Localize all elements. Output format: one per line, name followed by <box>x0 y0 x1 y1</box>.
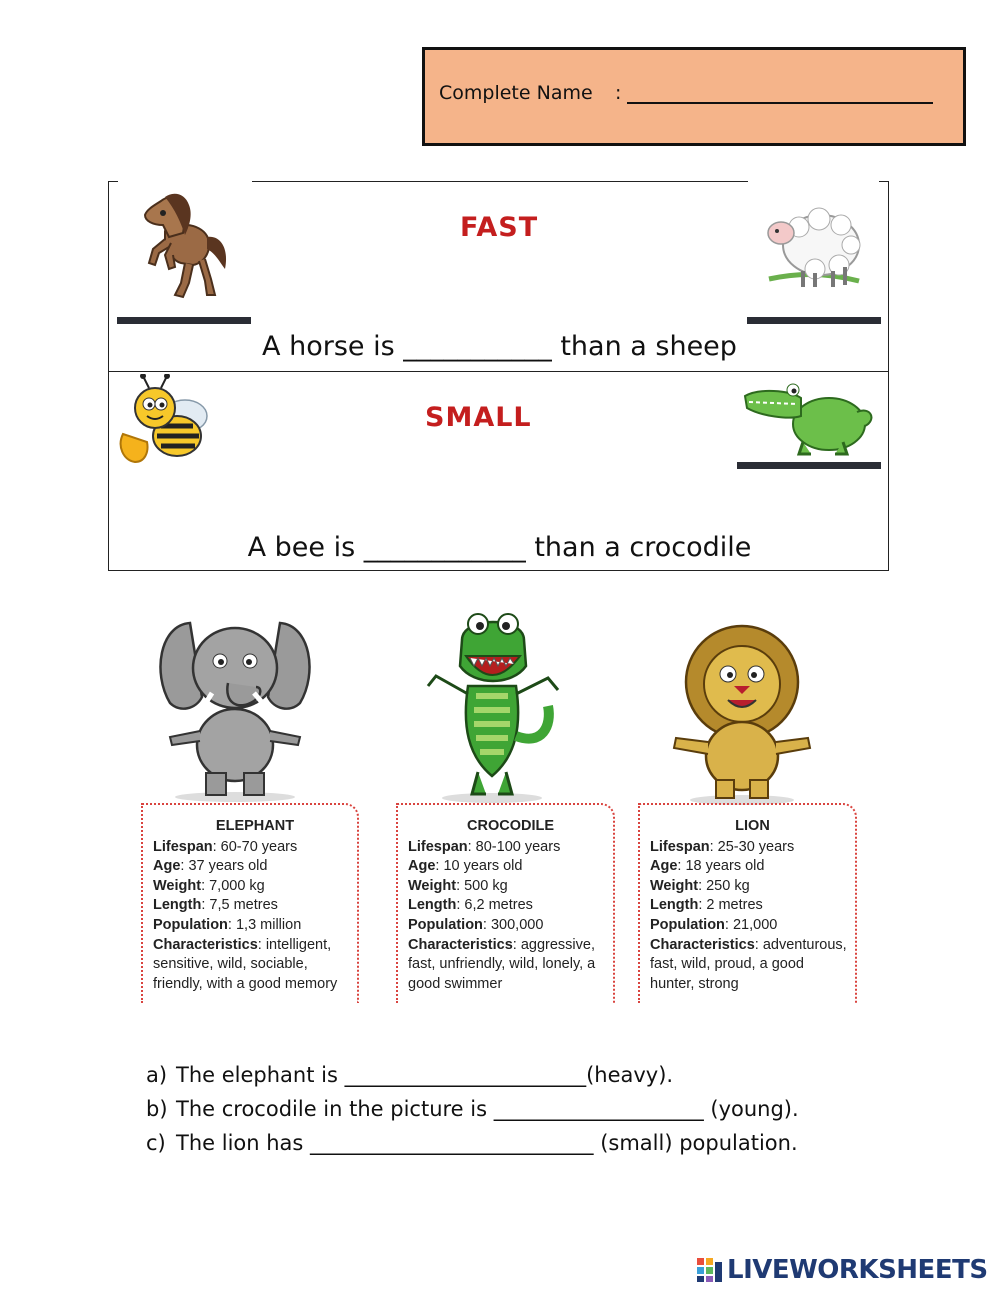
card-field-value: : 25-30 years <box>709 838 795 855</box>
card-field-value: : 7,5 metres <box>201 897 278 914</box>
adjective-small: SMALL <box>425 402 532 433</box>
card-title: CROCODILE <box>467 818 554 834</box>
card-field-value: : 6,2 metres <box>456 897 533 914</box>
card-field-label: Weight <box>650 877 699 894</box>
question-a <box>146 1063 673 1087</box>
card-field-value: : 250 kg <box>698 877 750 894</box>
card-field-label: Characteristics <box>153 936 258 953</box>
adjective-fast: FAST <box>460 212 539 243</box>
stock-watermark-bar <box>737 462 881 469</box>
card-field-value: : 500 kg <box>456 877 508 894</box>
card-field-value: : 21,000 <box>724 916 778 933</box>
question-label: a) <box>146 1063 168 1087</box>
card-field-value: : aggressive, fast, unfriendly, wild, lonely, a good swimmer <box>408 936 596 992</box>
card-field-value: : 7,000 kg <box>201 877 265 894</box>
crocodile-small-illustration <box>739 376 879 460</box>
card-title: LION <box>735 818 770 834</box>
card-field-value: : intelligent, sensitive, wild, sociable, friendly, with a good memory <box>153 936 338 992</box>
card-field-value: : 60-70 years <box>212 838 298 855</box>
logo-text: LIVEWORKSHEETS <box>727 1255 988 1285</box>
question-text[interactable]: The crocodile in the picture is ____________________ (young). <box>176 1097 799 1121</box>
card-field-label: Length <box>650 897 699 914</box>
card-field-label: Population <box>408 916 483 933</box>
comparison-sentence-2: A bee is ____________ than a crocodile <box>247 532 752 563</box>
stock-watermark-bar <box>117 317 251 324</box>
card-field-value: : 18 years old <box>677 858 765 875</box>
card-field-label: Age <box>153 858 181 875</box>
question-b <box>146 1097 799 1121</box>
card-field-value: : 2 metres <box>698 897 763 914</box>
card-field-label: Weight <box>153 877 202 894</box>
card-field-value: : 1,3 million <box>227 916 302 933</box>
liveworksheets-logo <box>697 1255 997 1285</box>
card-field-label: Population <box>650 916 725 933</box>
bee-illustration <box>115 374 219 466</box>
card-field-value: : 80-100 years <box>467 838 561 855</box>
question-c <box>146 1131 798 1155</box>
crocodile-card <box>396 803 615 1003</box>
crocodile-illustration <box>412 606 577 804</box>
stock-watermark-bar <box>747 317 881 324</box>
card-field-label: Lifespan <box>408 838 468 855</box>
card-field-value: : 300,000 <box>482 916 544 933</box>
card-field-label: Characteristics <box>408 936 513 953</box>
sheep-illustration <box>759 199 869 294</box>
card-field-value: : adventurous, fast, wild, proud, a good hunter, strong <box>650 936 847 992</box>
question-text[interactable]: The elephant is _______________________(heavy). <box>176 1063 674 1087</box>
lion-illustration <box>662 620 822 806</box>
card-field-label: Population <box>153 916 228 933</box>
elephant-card <box>141 803 359 1003</box>
question-text[interactable]: The lion has ___________________________ (small) population. <box>176 1131 798 1155</box>
card-field-label: Characteristics <box>650 936 755 953</box>
name-label: Complete Name <box>439 82 593 104</box>
card-field-value: : 37 years old <box>180 858 268 875</box>
comparison-row-fast <box>108 181 889 372</box>
card-field-label: Age <box>408 858 436 875</box>
card-field-label: Length <box>153 897 202 914</box>
name-box <box>422 47 966 146</box>
comparison-row-small <box>108 372 889 571</box>
question-label: c) <box>146 1131 166 1155</box>
card-title: ELEPHANT <box>215 818 295 834</box>
name-colon: : <box>615 82 622 104</box>
question-label: b) <box>146 1097 168 1121</box>
card-field-label: Lifespan <box>153 838 213 855</box>
comparison-sentence-1: A horse is ___________ than a sheep <box>262 331 737 362</box>
card-field-label: Weight <box>408 877 457 894</box>
card-field-label: Age <box>650 858 678 875</box>
horse-illustration <box>135 191 235 306</box>
card-field-value: : 10 years old <box>435 858 523 875</box>
card-field-label: Lifespan <box>650 838 710 855</box>
name-input-line[interactable] <box>627 102 933 104</box>
elephant-illustration <box>150 613 320 803</box>
lion-card <box>638 803 857 1003</box>
card-field-label: Length <box>408 897 457 914</box>
logo-icon <box>697 1258 723 1282</box>
comparison-table <box>108 181 889 571</box>
